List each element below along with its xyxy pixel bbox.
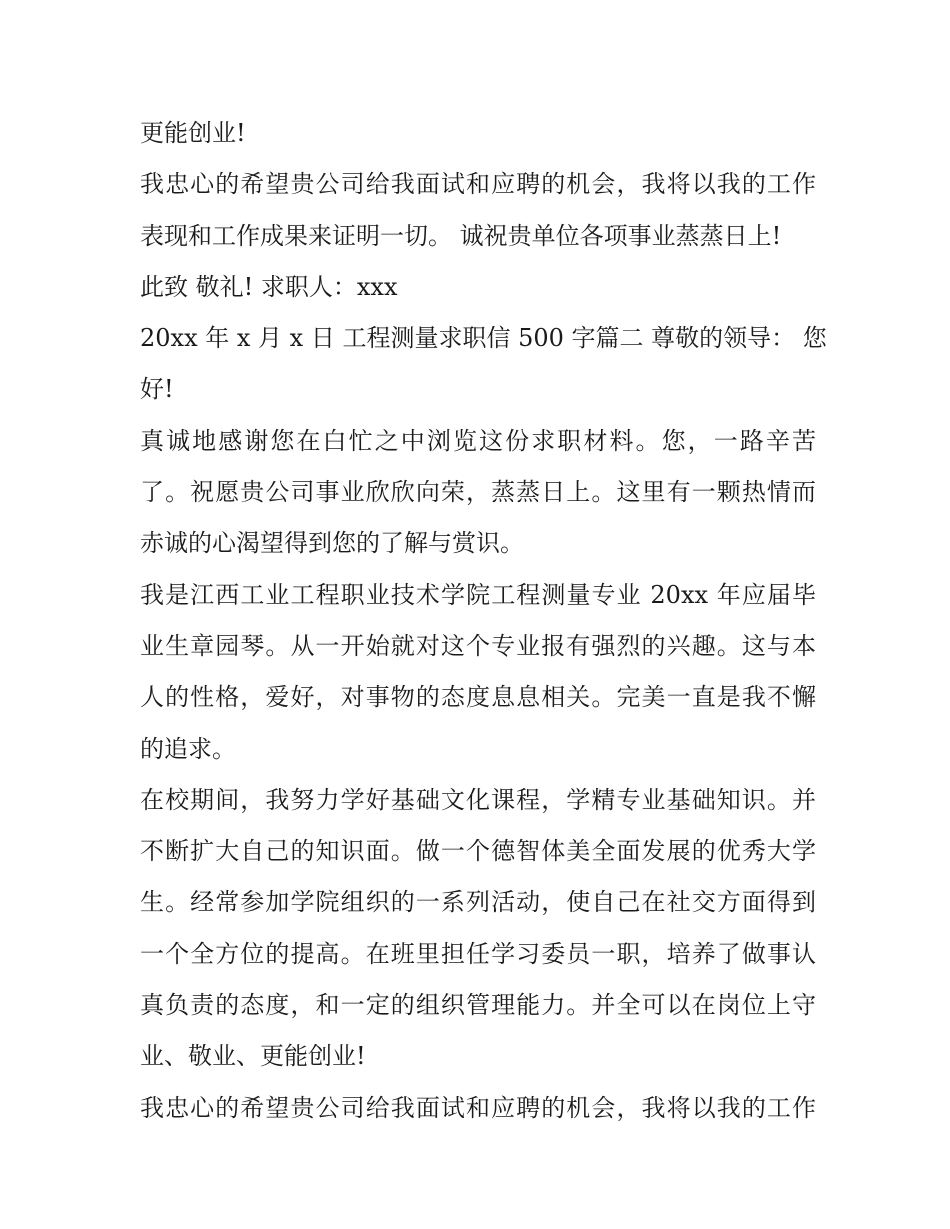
text-line: 真负责的态度，和一定的组织管理能力。并全可以在岗位上守: [140, 991, 816, 1020]
text-line: 真诚地感谢您在白忙之中浏览这份求职材料。您，一路辛苦: [140, 426, 816, 455]
text-line: 我忠心的希望贵公司给我面试和应聘的机会，我将以我的工作: [140, 170, 816, 199]
text-line: 业生章园琴。从一开始就对这个专业报有强烈的兴趣。这与本: [140, 631, 816, 660]
text-line: 我是江西工业工程职业技术学院工程测量专业 20xx 年应届毕: [140, 580, 816, 609]
document-body: [140, 108, 827, 1134]
text-line: 赤诚的心渴望得到您的了解与赏识。: [140, 529, 524, 558]
text-line: 在校期间，我努力学好基础文化课程，学精专业基础知识。并: [140, 785, 816, 814]
text-line: 的追求。: [140, 734, 236, 763]
text-line: 我忠心的希望贵公司给我面试和应聘的机会，我将以我的工作: [140, 1093, 816, 1122]
text-line: 此致 敬礼! 求职人：xxx: [140, 272, 398, 301]
text-line: 好!: [140, 375, 174, 404]
text-line: 了。祝愿贵公司事业欣欣向荣，蒸蒸日上。这里有一颗热情而: [140, 478, 816, 507]
text-line: 人的性格，爱好，对事物的态度息息相关。完美一直是我不懈: [140, 683, 816, 712]
text-line: 业、敬业、更能创业!: [140, 1042, 366, 1071]
text-line: 更能创业!: [140, 119, 246, 147]
text-line: 一个全方位的提高。在班里担任学习委员一职，培养了做事认: [140, 939, 816, 968]
text-line: 生。经常参加学院组织的一系列活动，使自己在社交方面得到: [140, 888, 816, 917]
text-line: 表现和工作成果来证明一切。 诚祝贵单位各项事业蒸蒸日上!: [140, 221, 782, 250]
text-line: 不断扩大自己的知识面。做一个德智体美全面发展的优秀大学: [140, 837, 816, 866]
text-line: 20xx 年 x 月 x 日 工程测量求职信 500 字篇二 尊敬的领导： 您: [140, 324, 827, 353]
